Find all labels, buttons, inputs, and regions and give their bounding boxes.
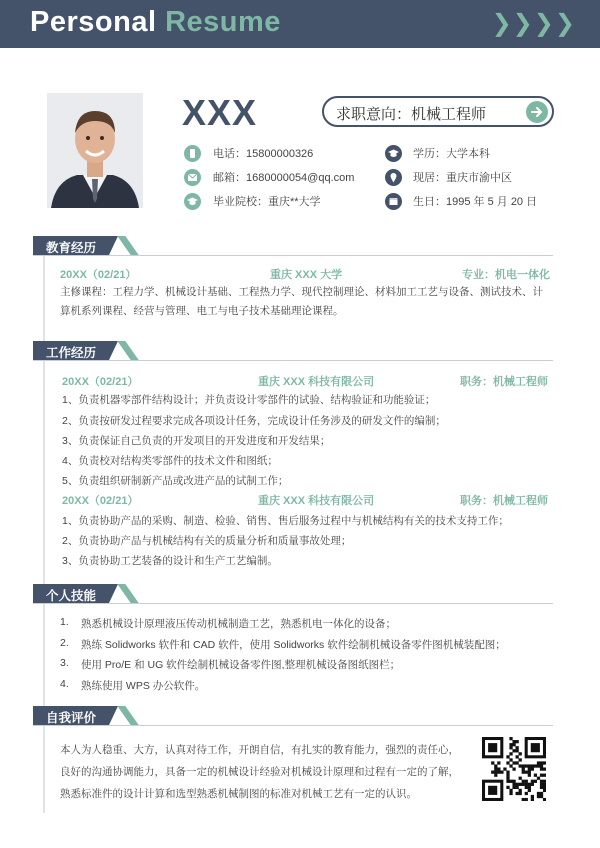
- job-duty: 4、负责校对结构类零部件的技术文件和图纸；: [62, 455, 278, 467]
- education-school: 重庆 XXX 大学: [270, 269, 343, 281]
- skill-number: 2.: [60, 637, 69, 649]
- education-period: 20XX（02/21）: [60, 269, 137, 281]
- phone-icon: [184, 145, 201, 162]
- profile-photo: [47, 93, 143, 208]
- job-duty: 3、负责保证自己负责的开发项目的开发进度和开发结果；: [62, 435, 331, 447]
- section-divider: [33, 603, 553, 604]
- job-period: 20XX（02/21）: [62, 495, 139, 507]
- candidate-name: XXX: [182, 92, 258, 133]
- section-title-work: 工作经历: [46, 346, 97, 360]
- section-stripe: [117, 706, 138, 725]
- graduation-cap-icon: [184, 193, 201, 210]
- phone-text: 电话：15800000326: [213, 148, 314, 160]
- birthday-text: 生日：1995 年 5 月 20 日: [413, 196, 538, 208]
- section-header-skills: [33, 584, 553, 604]
- section-divider: [33, 725, 553, 726]
- job-duty: 3、负责协助工艺装备的设计和生产工艺编制。: [62, 555, 278, 567]
- section-stripe: [117, 584, 138, 603]
- section-title-self-eval: 自我评价: [46, 711, 97, 725]
- job-duty: 2、负责按研发过程要求完成各项设计任务，完成设计任务涉及的研发文件的编制；: [62, 415, 446, 427]
- job-intent-box: [322, 96, 554, 127]
- job-position: 职务：机械工程师: [460, 376, 548, 388]
- arrow-right-icon: [526, 101, 548, 123]
- timeline-line: [43, 250, 45, 813]
- section-divider: [33, 360, 553, 361]
- skill-item: 熟悉机械设计原理液压传动机械制造工艺，熟悉机电一体化的设备；: [81, 618, 396, 630]
- skill-item: 熟练 Solidworks 软件和 CAD 软件，使用 Solidworks 软件绘制机械设备零件图机械装配图；: [81, 639, 506, 651]
- email-text: 邮箱：1680000054@qq.com: [213, 172, 355, 184]
- brand-word-personal: Personal: [30, 6, 157, 38]
- education-level-text: 学历：大学本科: [413, 148, 490, 160]
- skill-number: 1.: [60, 616, 69, 628]
- section-header-education: [33, 236, 553, 256]
- top-banner: [0, 0, 600, 48]
- section-title-education: 教育经历: [46, 241, 97, 255]
- calendar-icon: [385, 193, 402, 210]
- self-eval-line: 良好的沟通协调能力，具备一定的机械设计经验对机械设计原理和过程有一定的了解，: [60, 766, 459, 778]
- job-duty: 2、负责协助产品与机械结构有关的质量分析和质量事故处理；: [62, 535, 352, 547]
- brand-word-resume: Resume: [165, 6, 281, 38]
- section-divider: [33, 255, 553, 256]
- brand-title: [30, 6, 281, 39]
- skill-number: 4.: [60, 678, 69, 690]
- job-position: 职务：机械工程师: [460, 495, 548, 507]
- location-text: 现居：重庆市渝中区: [413, 172, 512, 184]
- job-duty: 1、负责机器零部件结构设计；并负责设计零部件的试验、结构验证和功能验证；: [62, 394, 436, 406]
- job-period: 20XX（02/21）: [62, 376, 139, 388]
- school-text: 毕业院校：重庆**大学: [213, 196, 321, 208]
- section-stripe: [117, 341, 138, 360]
- job-duty: 1、负责协助产品的采购、制造、检验、销售、售后服务过程中与机械结构有关的技术支持工作；: [62, 515, 509, 527]
- self-eval-line: 本人为人稳重、大方，认真对待工作，开朗自信，有扎实的教育能力，强烈的责任心，: [60, 744, 459, 756]
- section-title-skills: 个人技能: [46, 589, 97, 603]
- job-company: 重庆 XXX 科技有限公司: [258, 376, 375, 388]
- skill-item: 熟练使用 WPS 办公软件。: [81, 680, 206, 692]
- skill-item: 使用 Pro/E 和 UG 软件绘制机械设备零件图,整理机械设备图纸图栏；: [81, 659, 401, 671]
- location-icon: [385, 169, 402, 186]
- skill-number: 3.: [60, 657, 69, 669]
- education-icon: [385, 145, 402, 162]
- education-major: 专业：机电一体化: [462, 269, 550, 281]
- qr-code: [482, 737, 546, 801]
- education-courses: 主修课程：工程力学、机械设计基础、工程热力学、现代控制理论、材料加工工艺与设备、测试技术、计算机系列课程、经营与管理、电工与电子技术基础理论课程。: [60, 286, 543, 317]
- job-company: 重庆 XXX 科技有限公司: [258, 495, 375, 507]
- job-intent-label: 求职意向：机械工程师: [336, 106, 487, 123]
- self-eval-line: 熟悉标准件的设计计算和选型熟悉机械制图的标准对机械工艺有一定的认识。: [60, 788, 417, 800]
- email-icon: [184, 169, 201, 186]
- section-header-self-eval: [33, 706, 553, 726]
- job-duty: 5、负责组织研制新产品或改进产品的试制工作；: [62, 475, 289, 487]
- section-header-work: [33, 341, 553, 361]
- section-stripe: [117, 236, 138, 255]
- chevron-decoration-icon: ❯❯❯❯: [491, 10, 576, 37]
